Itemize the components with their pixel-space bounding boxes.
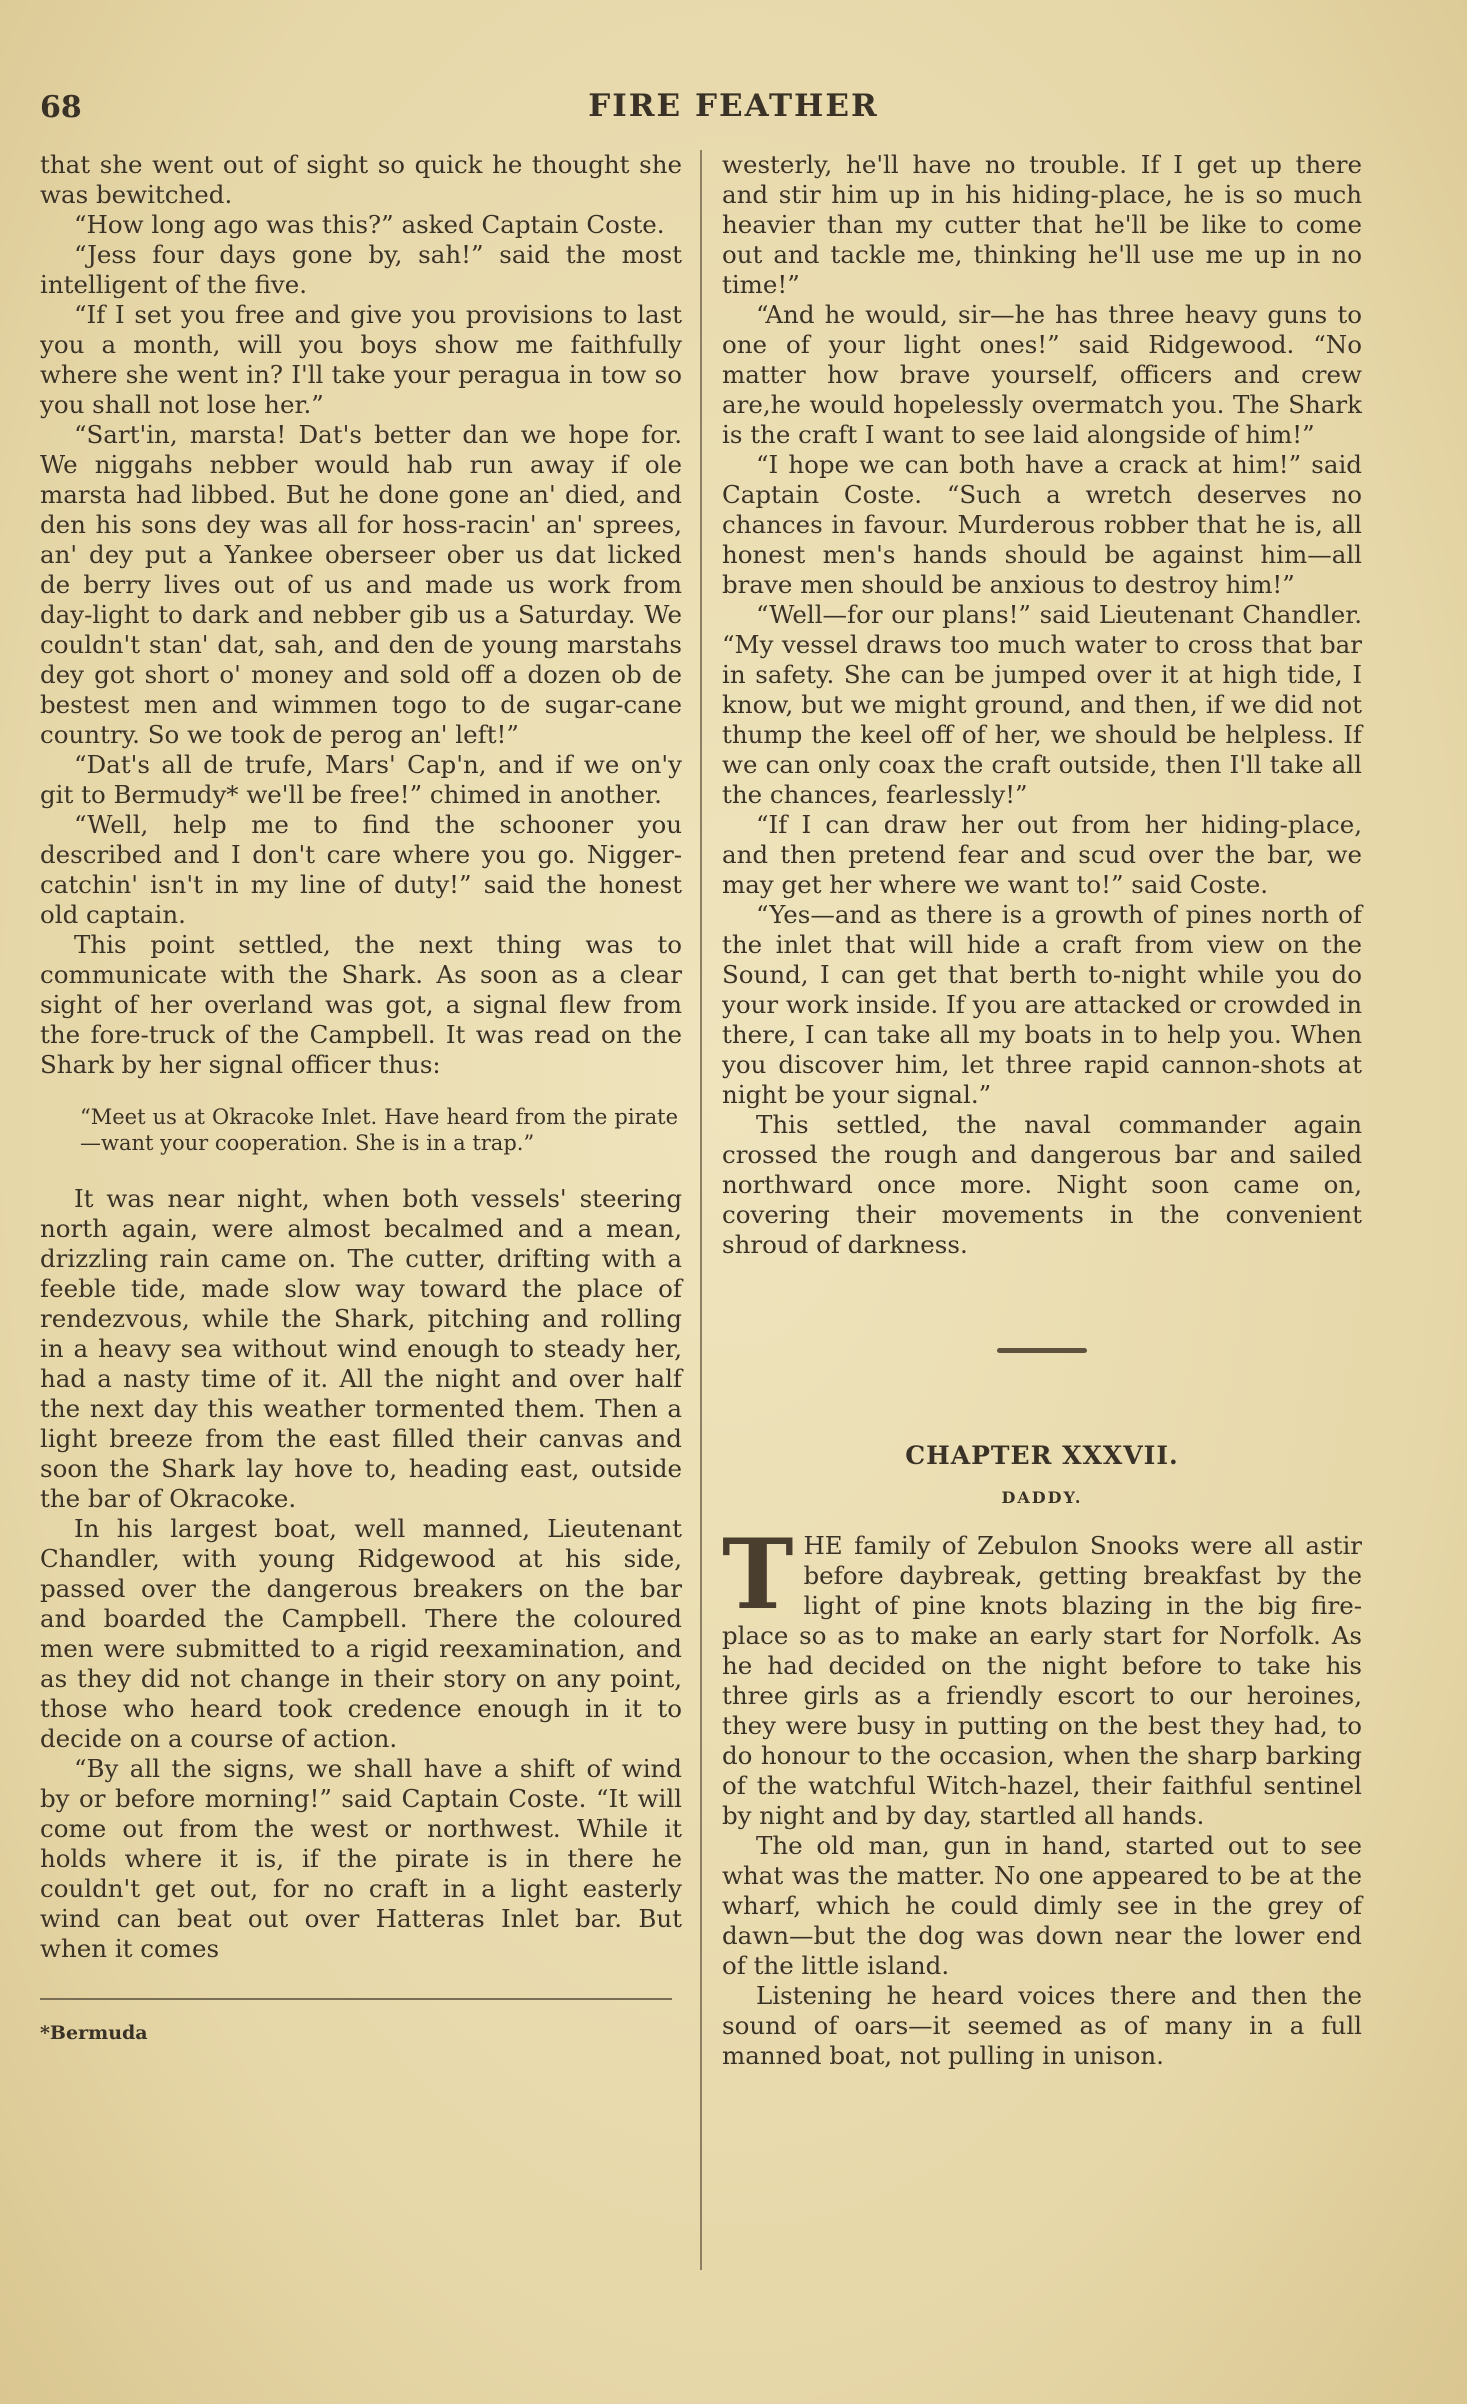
chapter-title: CHAPTER XXXVII. [905, 1441, 1179, 1470]
signal-message: “Meet us at Okracoke Inlet. Have heard from the pirate—want your cooperation. She is in a trap.” [80, 1105, 678, 1155]
paragraph: This settled, the naval commander again crossed the rough and dangerous bar and sailed northward once more. Night soon came on, covering their movements in the convenient shroud of darkness. [722, 1110, 1362, 1259]
paragraph: “Jess four days gone by, sah!” said the most intelligent of the five. [40, 240, 682, 299]
footnote: *Bermuda [40, 2022, 148, 2044]
footnote-rule [40, 1998, 672, 2000]
paragraph: westerly, he'll have no trouble. If I get up there and stir him up in his hiding-place, he is so much heavier than my cutter that he'll be like to come out and tackle me, thinking he'll use me up in no time!” [722, 150, 1362, 299]
paragraph: “If I set you free and give you provisions to last you a month, will you boys show me faithfully where she went in? I'll take your peragua in tow so you shall not lose her.” [40, 300, 682, 419]
paragraph: “If I can draw her out from her hiding-place, and then pretend fear and scud over the bar, we may get her where we want to!” said Coste. [722, 810, 1362, 899]
page-number: 68 [40, 90, 82, 125]
paragraph: “By all the signs, we shall have a shift of wind by or before morning!” said Captain Coste. “It will come out from the west or northwest. While it holds where it is, if the pirate is in there he couldn't get out, for no craft in a light easterly wind can beat out over Hatteras Inlet bar. But when it comes [40, 1754, 682, 1963]
paragraph: This point settled, the next thing was to communicate with the Shark. As soon as a clear sight of her overland was got, a signal flew from the fore-truck of the Campbell. It was read on the Shark by her signal officer thus: [40, 930, 682, 1079]
paragraph: “Well, help me to find the schooner you described and I don't care where you go. Nigger-catchin' isn't in my line of duty!” said the honest old captain. [40, 810, 682, 929]
paragraph-text: family of Zebulon Snooks were all astir before daybreak, getting breakfast by the light of pine knots blazing in the big fire-place so as to make an early start for Norfolk. As he had decided on the night before to take his three girls as a friendly escort to our heroines, they were busy in putting on the best they had, to do honour to the occasion, when the sharp barking of the watchful Witch-hazel, their faithful sentinel by night and by day, startled all hands. [722, 1531, 1362, 1830]
paragraph: In his largest boat, well manned, Lieutenant Chandler, with young Ridgewood at his side, passed over the dangerous breakers on the bar and boarded the Campbell. There the coloured men were submitted to a rigid reexamination, and as they did not change in their story on any point, those who heard took credence enough in it to decide on a course of action. [40, 1514, 682, 1753]
drop-cap: T [722, 1518, 794, 1631]
chapter-first-paragraph [722, 1518, 1362, 1831]
paragraph: Listening he heard voices there and then the sound of oars—it seemed as of many in a full manned boat, not pulling in unison. [722, 1981, 1362, 2070]
page-header [0, 78, 1467, 128]
paragraph: “Dat's all de trufe, Mars' Cap'n, and if we on'y git to Bermudy* we'll be free!” chimed in another. [40, 750, 682, 809]
first-word: HE [803, 1531, 843, 1560]
paragraph: It was near night, when both vessels' steering north again, were almost becalmed and a mean, drizzling rain came on. The cutter, drifting with a feeble tide, made slow way toward the place of rendezvous, while the Shark, pitching and rolling in a heavy sea without wind enough to steady her, had a nasty time of it. All the night and over half the next day this weather tormented them. Then a light breeze from the east filled their canvas and soon the Shark lay hove to, heading east, outside the bar of Okracoke. [40, 1184, 682, 1513]
paragraph: “And he would, sir—he has three heavy guns to one of your light ones!” said Ridgewood. “No matter how brave yourself, officers and crew are,he would hopelessly overmatch you. The Shark is the craft I want to see laid alongside of him!” [722, 300, 1362, 449]
paragraph: that she went out of sight so quick he thought she was bewitched. [40, 150, 682, 209]
paragraph: The old man, gun in hand, started out to see what was the matter. No one appeared to be at the wharf, which he could dimly see in the grey of dawn—but the dog was down near the lower end of the little island. [722, 1831, 1362, 1980]
paragraph: “How long ago was this?” asked Captain Coste. [74, 210, 665, 239]
column-divider [700, 150, 702, 2270]
right-column [722, 150, 1362, 2071]
paragraph: “Sart'in, marsta! Dat's better dan we hope for. We niggahs nebber would hab run away if ole marsta had libbed. But he done gone an' died, and den his sons dey was all for hoss-racin' an' sprees, an' dey put a Yankee oberseer ober us dat licked de berry lives out of us and made us work from day-light to dark and nebber gib us a Saturday. We couldn't stan' dat, sah, and den de young marstahs dey got short o' money and sold off a dozen ob de bestest men and wimmen togo to de sugar-cane country. So we took de perog an' left!” [40, 420, 682, 749]
left-column [40, 150, 682, 2048]
paragraph: “Well—for our plans!” said Lieutenant Chandler. “My vessel draws too much water to cross that bar in safety. She can be jumped over it at high tide, I know, but we might ground, and then, if we did not thump the keel off of her, we should be helpless. If we can only coax the craft outside, then I'll take all the chances, fearlessly!” [722, 600, 1362, 809]
chapter-subtitle: DADDY. [1001, 1488, 1083, 1507]
running-head: FIRE FEATHER [588, 88, 879, 124]
section-ornament [997, 1348, 1087, 1353]
paragraph: “I hope we can both have a crack at him!” said Captain Coste. “Such a wretch deserves no chances in favour. Murderous robber that he is, all honest men's hands should be against him—all brave men should be anxious to destroy him!” [722, 450, 1362, 599]
paragraph: “Yes—and as there is a growth of pines north of the inlet that will hide a craft from view on the Sound, I can get that berth to-night while you do your work inside. If you are attacked or crowded in there, I can take all my boats in to help you. When you discover him, let three rapid cannon-shots at night be your signal.” [722, 900, 1362, 1109]
